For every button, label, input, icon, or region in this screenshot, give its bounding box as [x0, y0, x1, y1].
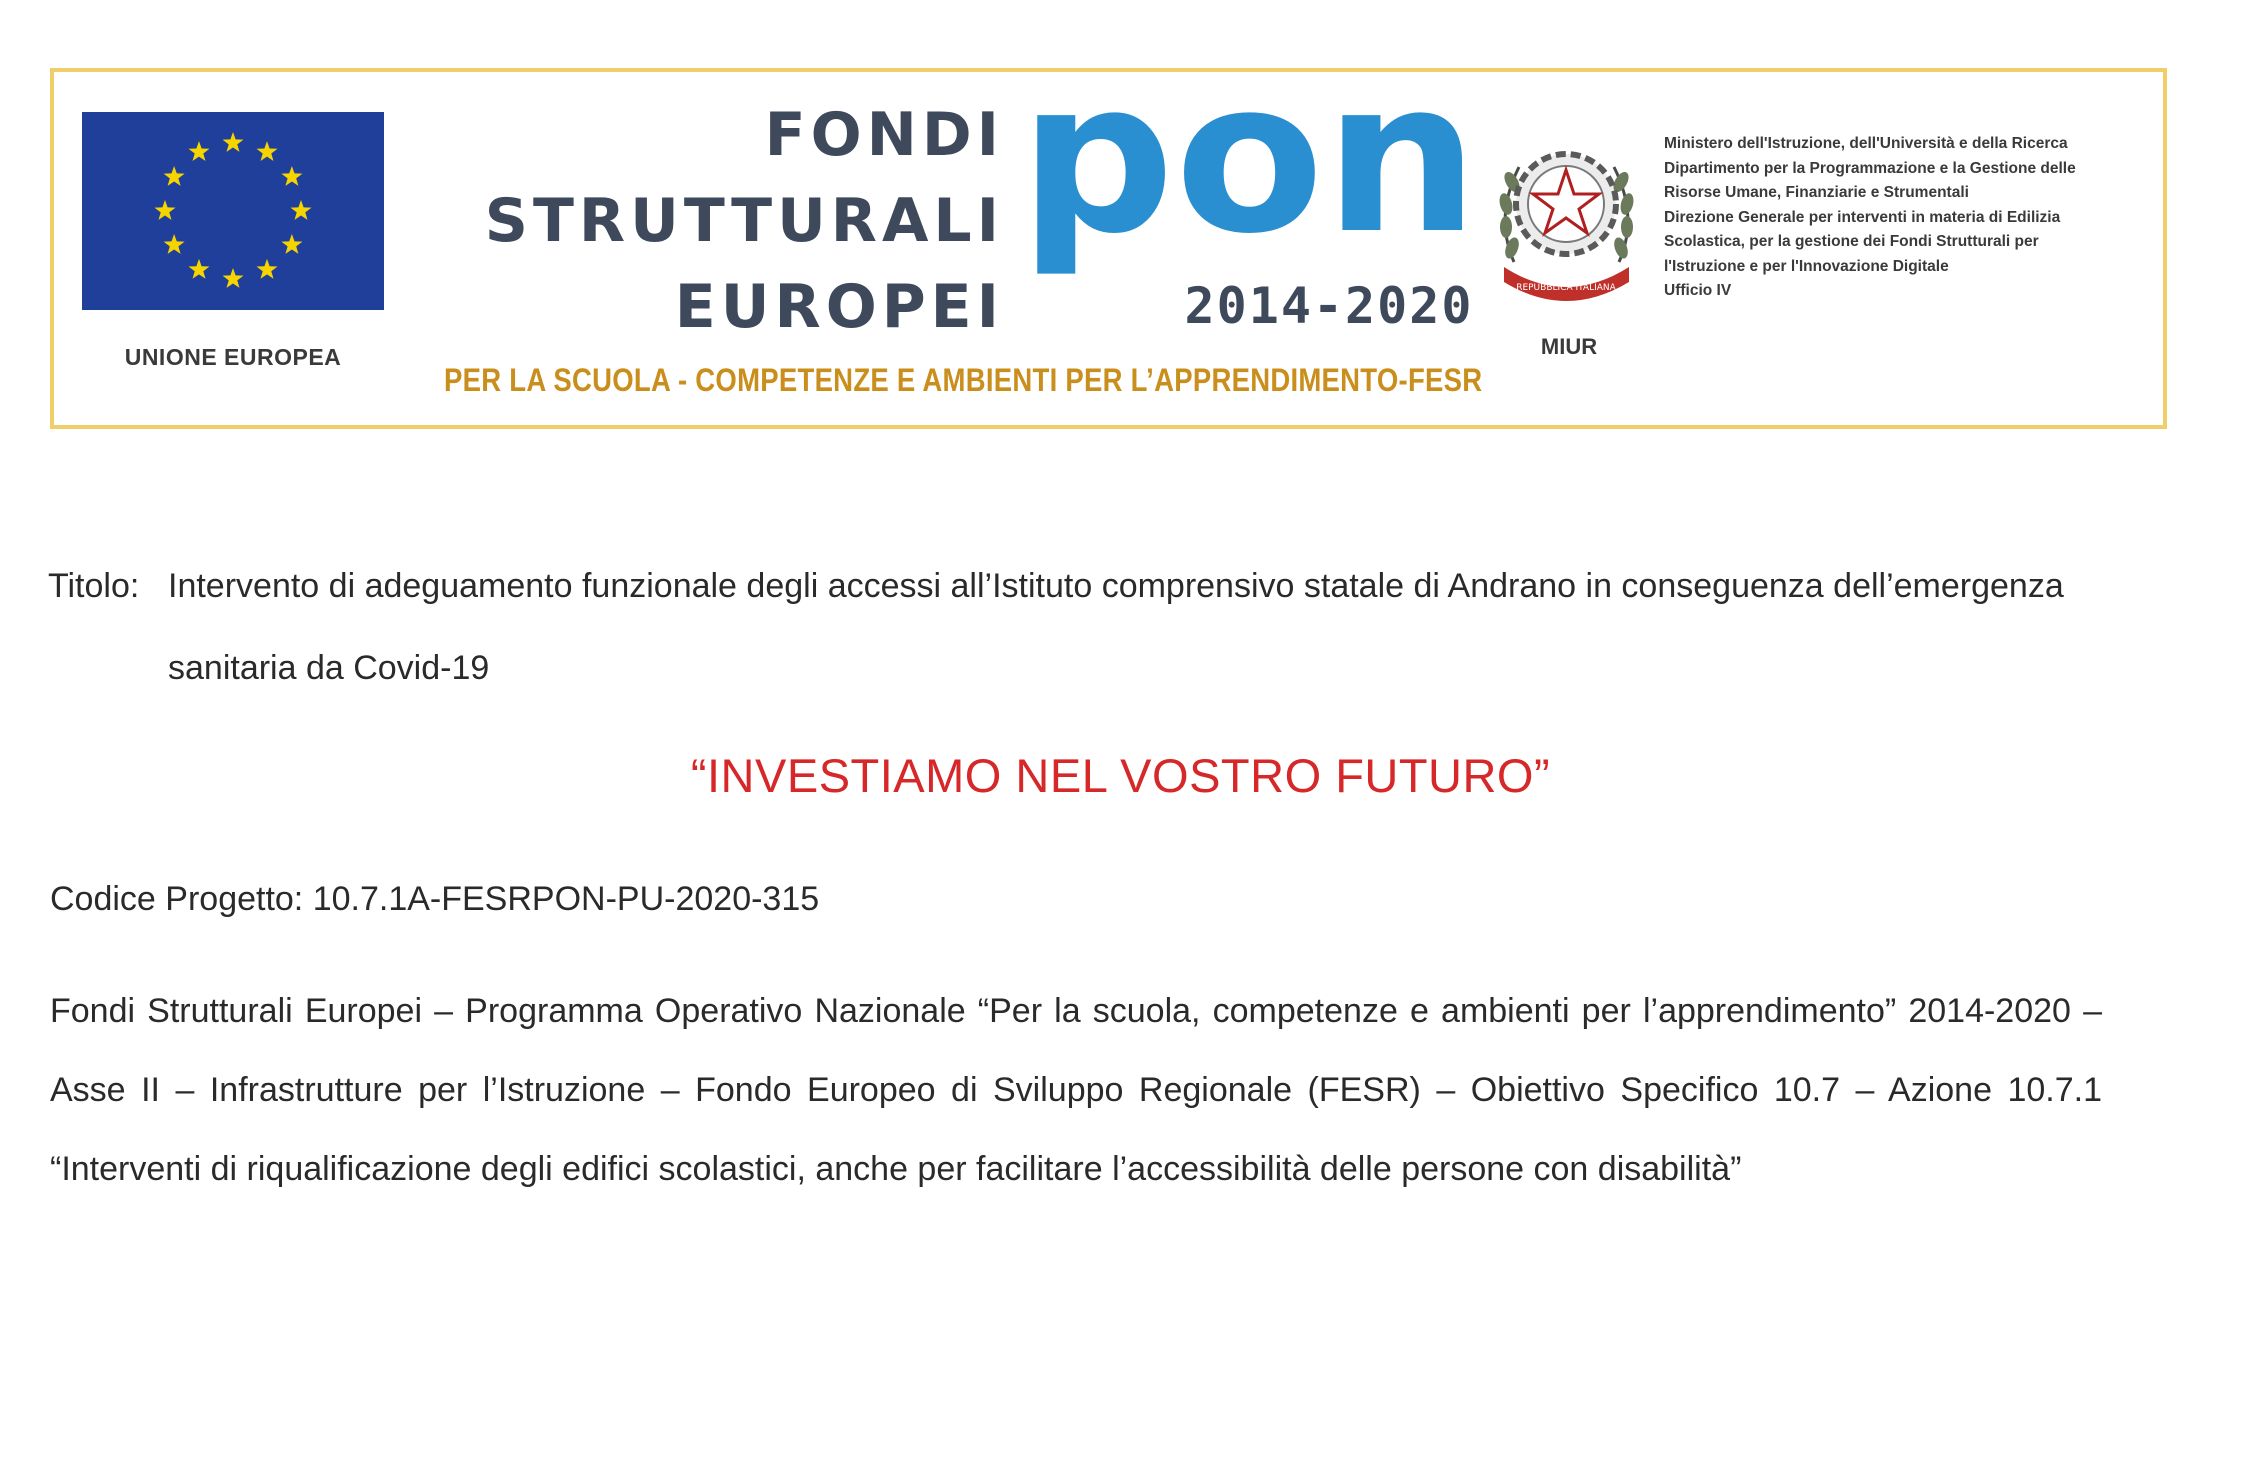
ministry-line: Scolastica, per la gestione dei Fondi Strutturali per — [1664, 233, 2039, 250]
motto-heading: “INVESTIAMO NEL VOSTRO FUTURO” — [690, 749, 1551, 802]
fondi-strutturali-logo — [434, 92, 1004, 350]
ministry-line: Ministero dell'Istruzione, dell'Università e della Ricerca — [1664, 135, 2068, 152]
ministry-line: Risorse Umane, Finanziarie e Strumentali — [1664, 184, 1969, 201]
fse-line: EUROPEI — [674, 272, 1004, 342]
eu-star-icon — [223, 132, 244, 152]
pon-tagline: PER LA SCUOLA - COMPETENZE E AMBIENTI PER L’APPRENDIMENTO-FESR — [444, 362, 1483, 398]
fse-line: FONDI — [764, 100, 1004, 170]
ministry-info — [1664, 132, 2164, 304]
eu-star-icon — [189, 259, 210, 279]
program-description: Fondi Strutturali Europei – Programma Operativo Nazionale “Per la scuola, competenze e ambienti per l’apprendimento” 2014-2020 – Asse II – Infrastrutture per l’Istruzione – Fondo Europeo di Sviluppo Regionale (FESR) – Obiettivo Specifico 10.7 – Azione 10.7.1 “Interventi di riqualificazione degli edifici scolastici, anche per facilitare l’accessibilità delle persone con disabilità” — [50, 992, 2102, 1188]
eu-flag-icon — [82, 112, 384, 310]
fse-line: STRUTTURALI — [484, 186, 1004, 256]
ministry-line: Ufficio IV — [1664, 282, 1732, 299]
eu-star-icon — [281, 166, 302, 186]
title-text: Intervento di adeguamento funzionale degli accessi all’Istituto comprensivo statale di Andrano in conseguenza dell’emergenza sanitaria da Covid-19 — [168, 567, 2064, 687]
emblem-ribbon-text: REPUBBLICA ITALIANA — [1516, 283, 1616, 293]
ministry-line: l'Istruzione e per l'Innovazione Digitale — [1664, 257, 1949, 275]
eu-star-icon — [164, 234, 185, 254]
eu-star-icon — [223, 268, 244, 288]
eu-star-icon — [155, 200, 176, 220]
ministry-line: Dipartimento per la Programmazione e la Gestione delle — [1664, 159, 2076, 177]
eu-star-icon — [164, 166, 185, 186]
italian-republic-emblem-icon — [1484, 122, 1649, 307]
title-label: Titolo: — [48, 567, 140, 605]
header-banner — [50, 68, 2167, 429]
pon-logo-text: pon — [1019, 90, 1479, 280]
pon-years: 2014-2020 — [1184, 277, 1474, 335]
pon-logo — [1014, 90, 1494, 290]
eu-star-icon — [257, 141, 278, 161]
ministry-line: Direzione Generale per interventi in materia di Edilizia — [1664, 208, 2061, 226]
project-code: Codice Progetto: 10.7.1A-FESRPON-PU-2020-315 — [50, 880, 820, 918]
eu-star-icon — [291, 200, 312, 220]
miur-label: MIUR — [1540, 334, 1598, 359]
eu-label: UNIONE EUROPEA — [124, 344, 342, 370]
eu-star-icon — [189, 141, 210, 161]
eu-star-icon — [257, 259, 278, 279]
eu-stars-icon — [82, 112, 384, 310]
eu-logo-block — [82, 112, 386, 402]
eu-star-icon — [281, 234, 302, 254]
